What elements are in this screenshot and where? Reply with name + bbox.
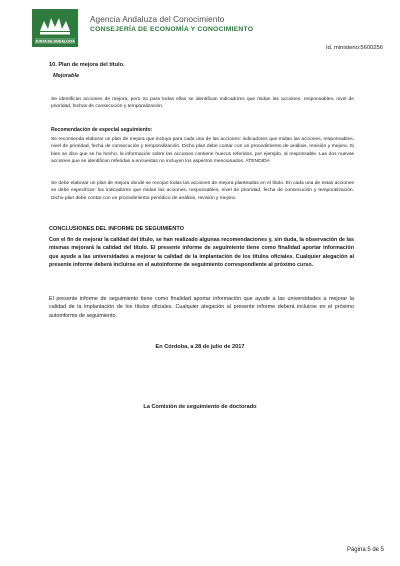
place-date: En Córdoba, a 28 de julio de 2017 (155, 344, 245, 350)
department-name: CONSEJERÍA DE ECONOMÍA Y CONOCIMIENTO (90, 26, 254, 33)
recommendation-paragraph-1: Se recomienda elaborar un plan de mejora que incluya para cada una de las acciones: indicadores que midan las acciones, responsables, nivel de prioridad, fecha de consecución y temporalización. Dicho plan debe contar con un procedimiento de análisis, revisión y mejora. Si bien se dice que se ha hecho, la información sobre las acciones contiene huecos referidos, por ejemplo, al responsable. Las dos nuevas acciones que se identifican referidas a encuestas no incluyen los aspectos mencionados. ATENDIDA (51, 137, 354, 165)
conclusions-title: CONCLUSIONES DEL INFORME DE SEGUIMIENTO (49, 226, 184, 232)
signature-committee: La Comisión de seguimiento de doctorado (143, 404, 257, 410)
section-title: 10. Plan de mejora del título. (49, 62, 125, 68)
agency-name: Agencia Andaluza del Conocimiento (90, 15, 225, 24)
recommendation-paragraph-2: Se debe elaborar un plan de mejora donde se recojan todas las acciones de mejora planteadas en el título. En cada una de estas acciones se debe especificar: los indicadores que midan las acciones, responsables, nivel de prioridad, fecha de consecución y temporalización. Dicho plan debe contar con un procedimiento periódico de análisis, revisión y mejora. (51, 181, 354, 201)
page-number: Página 5 de 5 (346, 547, 384, 553)
junta-de-andalucia-logo (32, 9, 78, 47)
conclusions-bold-paragraph: Con el fin de mejorar la calidad del título, se han realizado algunas recomendaciones y, sin duda, la observación de las mismas mejorará la calidad del título. El presente informe de seguimiento tiene como finalidad aportar información que ayude a las universidades a mejorar la calidad de la implantación de los títulos oficiales. Cualquier alegación al presente informe deberá incluirse en el autoinforme de seguimiento correspondiente al próximo curso. (49, 237, 354, 269)
logo-caption: JUNTA DE ANDALUCIA (35, 39, 75, 44)
ministry-id: Id. ministerio:5600256 (325, 45, 383, 51)
section-rating: Mejorable (53, 73, 80, 79)
recommendation-heading: Recomendación de especial seguimiento: (51, 127, 153, 133)
conclusions-paragraph: El presente informe de seguimiento tiene como finalidad aportar información que ayude a las universidades a mejorar la calidad de la implantación de los títulos oficiales. Cualquier alegación al presente informe deberá incluirse en el próximo autoinforme de seguimiento. (49, 296, 354, 319)
section-intro-paragraph: Se identifican acciones de mejora, pero no para todas ellas se identifican indicadores que midan las acciones, responsables, nivel de prioridad, fechas de consecución y temporalización. (51, 97, 354, 110)
